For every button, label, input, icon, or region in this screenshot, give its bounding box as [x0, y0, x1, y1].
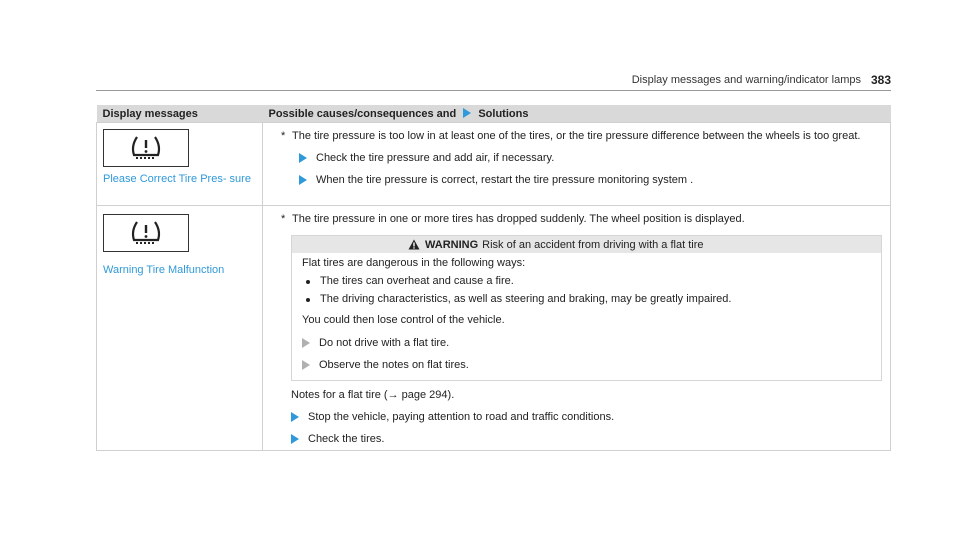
- warning-box: [291, 235, 882, 381]
- bullet-item: The tires can overheat and cause a fire.: [302, 275, 871, 288]
- message-cell: [97, 123, 263, 206]
- step-arrow-icon: [291, 412, 299, 422]
- cause-paragraph: * The tire pressure in one or more tires has dropped suddenly. The wheel position is displayed.: [281, 213, 745, 225]
- table-row: [97, 123, 891, 206]
- warning-step: Do not drive with a flat tire.: [302, 337, 871, 350]
- display-message-text: Please Correct Tire Pres- sure: [103, 173, 251, 185]
- tire-pressure-warning-icon: [103, 214, 189, 252]
- warning-outro: You could then lose control of the vehicle.: [302, 314, 505, 326]
- warning-header: [292, 236, 881, 253]
- bullet-item: The driving characteristics, as well as steering and braking, may be greatly impaired.: [302, 293, 871, 306]
- step-arrow-icon: [299, 153, 307, 163]
- warning-step: Observe the notes on flat tires.: [302, 359, 871, 372]
- solution-step: When the tire pressure is correct, restart the tire pressure monitoring system .: [299, 174, 890, 187]
- page-header: [96, 74, 891, 91]
- solution-step: Stop the vehicle, paying attention to road and traffic conditions.: [291, 411, 890, 424]
- table-row: [97, 206, 891, 451]
- warning-label: WARNING: [425, 238, 479, 251]
- notes-reference: Notes for a flat tire (→ page 294).: [291, 389, 455, 401]
- table-header-row: [97, 105, 891, 123]
- warning-title: Risk of an accident from driving with a flat tire: [482, 238, 704, 251]
- step-arrow-icon: [302, 360, 310, 370]
- solution-step: Check the tire pressure and add air, if necessary.: [299, 152, 890, 165]
- step-arrow-icon: [302, 338, 310, 348]
- solution-step: Check the tires.: [291, 433, 890, 446]
- step-arrow-icon: [291, 434, 299, 444]
- tire-pressure-warning-icon: [103, 129, 189, 167]
- column-header-causes: Possible causes/consequences and: [268, 107, 457, 120]
- warning-body: [292, 253, 881, 380]
- causes-cell: [263, 123, 891, 206]
- cause-paragraph: * The tire pressure is too low in at least one of the tires, or the tire pressure difference between the wheels is too great.: [281, 130, 861, 142]
- warning-triangle-icon: [408, 239, 420, 250]
- step-arrow-icon: [299, 175, 307, 185]
- message-cell: [97, 206, 263, 451]
- warning-intro: Flat tires are dangerous in the following ways:: [302, 257, 526, 269]
- column-header-causes-solutions: [263, 105, 891, 123]
- arrow-icon: [463, 108, 471, 118]
- column-header-solutions: Solutions: [478, 107, 529, 120]
- causes-cell: [263, 206, 891, 451]
- header-title: Display messages and warning/indicator lamps: [631, 74, 861, 86]
- display-message-text: Warning Tire Malfunction: [103, 264, 225, 276]
- display-messages-table: [96, 105, 891, 451]
- column-header-display-messages: Display messages: [97, 105, 263, 123]
- page-number: 383: [870, 73, 891, 87]
